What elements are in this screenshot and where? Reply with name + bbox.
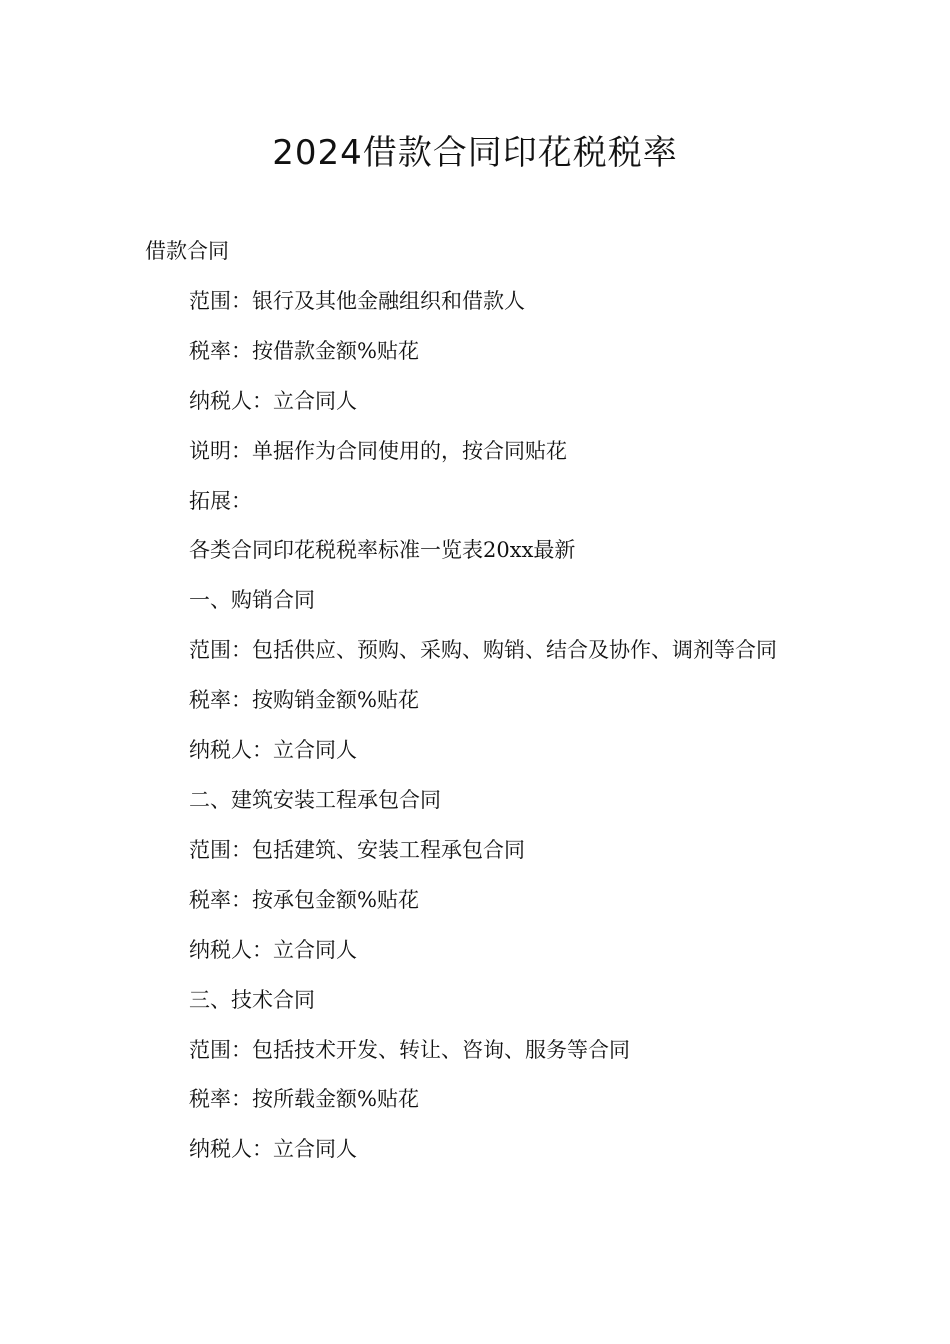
section-heading-construction: 二、建筑安装工程承包合同 bbox=[189, 787, 441, 812]
paragraph-tax-rate: 税率：按承包金额%贴花 bbox=[189, 887, 419, 912]
paragraph-taxpayer: 纳税人：立合同人 bbox=[189, 1137, 357, 1162]
paragraph-extension: 拓展： bbox=[189, 488, 252, 513]
document-body bbox=[145, 227, 810, 1175]
paragraph-tax-rate: 税率：按借款金额%贴花 bbox=[189, 338, 419, 363]
paragraph-scope: 范围：包括供应、预购、采购、购销、结合及协作、调剂等合同 bbox=[189, 638, 777, 663]
document-title: 2024借款合同印花税税率 bbox=[272, 133, 678, 173]
paragraph-scope: 范围：包括建筑、安装工程承包合同 bbox=[189, 837, 525, 862]
paragraph-rate-table-heading: 各类合同印花税税率标准一览表20xx最新 bbox=[189, 538, 576, 563]
paragraph-tax-rate: 税率：按购销金额%贴花 bbox=[189, 688, 419, 713]
paragraph-taxpayer: 纳税人：立合同人 bbox=[189, 388, 357, 413]
paragraph-tax-rate: 税率：按所载金额%贴花 bbox=[189, 1087, 419, 1112]
paragraph-note: 说明：单据作为合同使用的，按合同贴花 bbox=[189, 438, 567, 463]
section-heading-technology: 三、技术合同 bbox=[189, 987, 315, 1012]
paragraph-scope: 范围：银行及其他金融组织和借款人 bbox=[189, 288, 525, 313]
paragraph-taxpayer: 纳税人：立合同人 bbox=[189, 937, 357, 962]
section-heading-purchase-sales: 一、购销合同 bbox=[189, 588, 315, 613]
section-heading-loan-contract: 借款合同 bbox=[145, 239, 229, 263]
paragraph-scope: 范围：包括技术开发、转让、咨询、服务等合同 bbox=[189, 1037, 630, 1062]
paragraph-taxpayer: 纳税人：立合同人 bbox=[189, 738, 357, 763]
